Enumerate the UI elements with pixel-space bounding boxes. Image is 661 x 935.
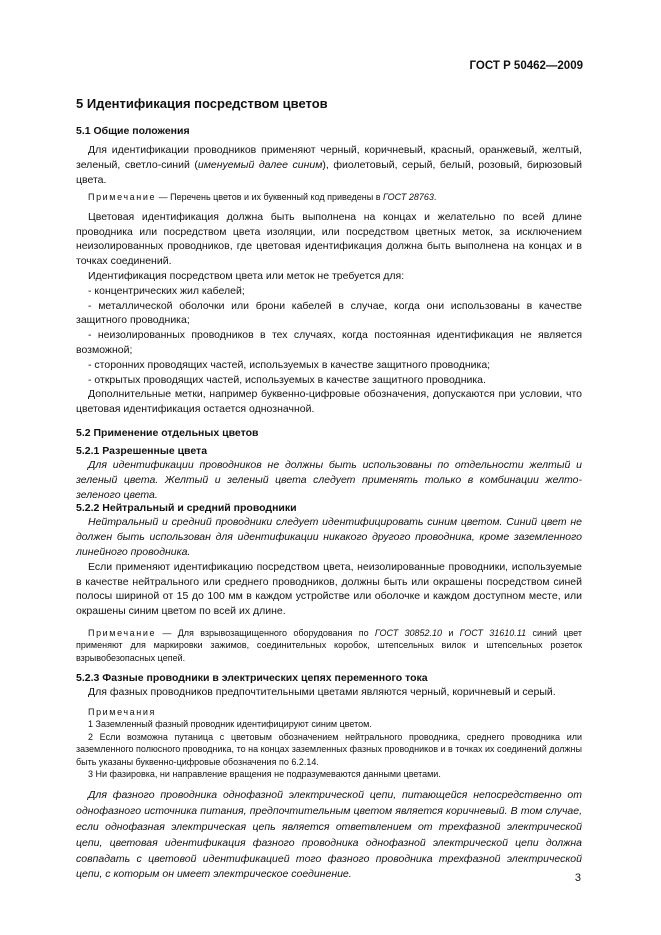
- paragraph-additional-marks: Дополнительные метки, например буквенно-цифровые обозначения, допускаются при условии, что цветовая идентификация остается однозначной.: [76, 388, 582, 416]
- note-item: 2 Если возможна путаница с цветовым обозначением нейтрального проводника, среднего проводника или заземленного полюсного проводника, то на концах заземленных фазных проводников и в точках их соединений должны быть указаны буквенно-цифровые обозначения по 6.2.14.: [76, 731, 582, 767]
- paragraph-identification: Цветовая идентификация должна быть выполнена на концах и желательно по всей длине проводника или посредством цвета изоляции, или посредством цветных меток, за исключением неизолированных проводников, где цветовая идентификация должна быть выполнена на концах и в точках соединений.: [76, 210, 582, 268]
- list-item: - сторонних проводящих частей, используемых в качестве защитного проводника;: [88, 358, 491, 371]
- document-body: [76, 96, 582, 883]
- paragraph-allowed-colors: Для идентификации проводников не должны быть использованы по отдельности желтый и зеленый цвета. Желтый и зеленый цвета следует применять только в комбинации желто-зеленого цвета.: [76, 458, 582, 501]
- paragraph-phase-colors: Для фазных проводников предпочтительными цветами являются черный, коричневый и серый.: [88, 686, 556, 699]
- page-number: 3: [574, 872, 581, 884]
- subsection-5-2-3-title: 5.2.3 Фазные проводники в электрических цепях переменного тока: [76, 672, 428, 685]
- paragraph-neutral-bare: Если применяют идентификацию посредством цвета, неизолированные проводники, используемые в качестве нейтрального или среднего проводников, должны быть или окрашены посредством синей полосы шириной от 15 до 100 мм в каждом устройстве или оболочке и каждом доступном месте, или окрашены синим цветом по всей их длине.: [76, 560, 582, 618]
- note-explosion-proof: Примечание — Для взрывозащищенного оборудования по ГОСТ 30852.10 и ГОСТ 31610.11 синий цвет применяют для маркировки зажимов, соединительных коробок, штепсельных вилок и штепсельных розеток взрывобезопасных цепей.: [76, 627, 582, 663]
- subsection-5-2-2-title: 5.2.2 Нейтральный и средний проводники: [76, 502, 297, 515]
- paragraph-not-required: Идентификация посредством цвета или меток не требуется для:: [88, 269, 405, 282]
- paragraph-neutral-italic: Нейтральный и средний проводники следует идентифицировать синим цветом. Синий цвет не должен быть использован для идентификации никакого другого проводника, кроме заземленного линейного проводника.: [76, 516, 582, 558]
- list-item: - открытых проводящих частей, используемых в качестве защитного проводника.: [88, 373, 486, 386]
- notes-label: Примечания: [88, 706, 156, 717]
- note-colors: Примечание — Перечень цветов и их буквенный код приведены в ГОСТ 28763.: [88, 192, 437, 203]
- note-item: 1 Заземленный фазный проводник идентифицируют синим цветом.: [88, 719, 372, 730]
- standard-header: ГОСТ Р 50462—2009: [469, 60, 583, 72]
- subsection-5-2-title: 5.2 Применение отдельных цветов: [76, 426, 259, 439]
- note-item: 3 Ни фазировка, ни направление вращения не подразумеваются данными цветами.: [88, 768, 441, 779]
- subsection-5-2-1-title: 5.2.1 Разрешенные цвета: [76, 444, 208, 457]
- list-item: - неизолированных проводников в тех случаях, когда постоянная идентификация не является возможной;: [76, 329, 582, 356]
- section-title: 5 Идентификация посредством цветов: [76, 96, 328, 111]
- list-item: - металлической оболочки или брони кабелей в случае, когда они использованы в качестве защитного проводника;: [76, 299, 582, 327]
- paragraph-colors: Для идентификации проводников применяют черный, коричневый, красный, оранжевый, желтый, зеленый, светло-синий (именуемый далее синим), фиолетовый, серый, белый, розовый, бирюзовый цвета.: [76, 144, 582, 186]
- list-item: - концентрических жил кабелей;: [88, 284, 245, 297]
- paragraph-single-phase: Для фазного проводника однофазной электрической цепи, питающейся непосредственно от однофазного источника питания, предпочтительным цветом является коричневый. В том случае, если однофазная электрическая цепь является ответвлением от трехфазной электрической цепи, цветовая идентификация фазного проводника однофазной электрической цепи должна совпадать с цветовой идентификацией того фазного проводника трехфазной электрической цепи, с которым он имеет электрическое соединение.: [76, 789, 582, 881]
- subsection-5-1-title: 5.1 Общие положения: [76, 125, 190, 137]
